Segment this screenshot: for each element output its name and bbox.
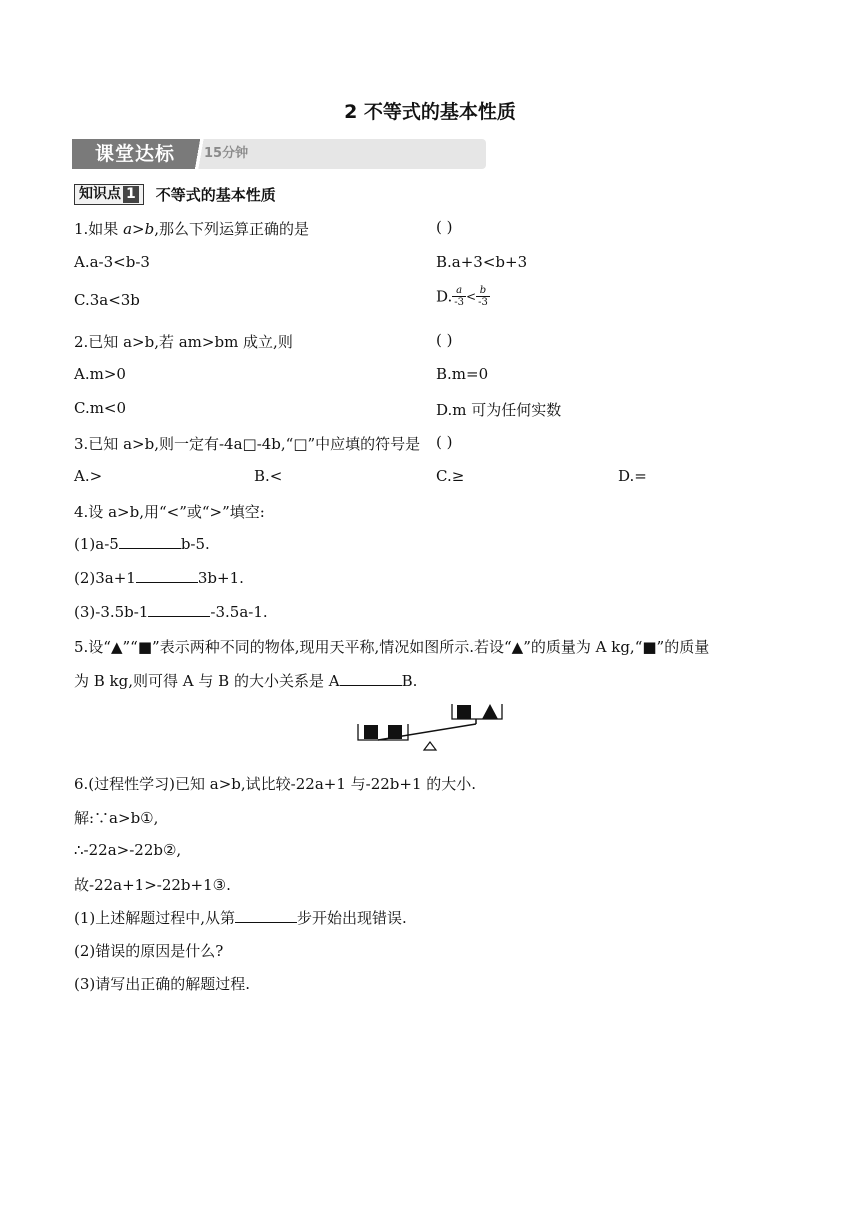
q4-part-1-blank[interactable] (119, 536, 181, 549)
q6-part-3: (3)请写出正确的解题过程. (74, 975, 251, 993)
triangle-object-icon (482, 704, 498, 719)
q3-stem: 3.已知 a>b,则一定有-4a□-4b,“□”中应填的符号是 (74, 435, 421, 453)
q4-part-2: (2)3a+1 3b+1. (74, 569, 244, 587)
q3-option-a: A.> (74, 467, 103, 485)
q2-option-b: B.m=0 (436, 365, 489, 383)
q1-option-d-fraction-left: $\frac{a}{-3}$ (454, 285, 465, 308)
q2-option-d: D.m 可为任何实数 (436, 401, 562, 419)
knowledge-point-badge (74, 184, 144, 205)
square-object-icon (457, 705, 471, 719)
page-title: 2 不等式的基本性质 (344, 101, 516, 123)
q3-option-b: B.< (254, 467, 283, 485)
q1-option-b: B.a+3<b+3 (436, 253, 528, 271)
balance-fulcrum-icon (424, 742, 436, 750)
q3-option-d: D.= (618, 467, 647, 485)
q5-stem-line2: 为 B kg,则可得 A 与 B 的大小关系是 A B. (74, 672, 418, 690)
knowledge-point-header (74, 184, 276, 206)
q3-option-c: C.≥ (436, 467, 465, 485)
q1-answer-paren: ( ) (436, 218, 453, 236)
q4-part-3-blank[interactable] (148, 604, 210, 617)
q4-stem: 4.设 a>b,用“<”或“>”填空: (74, 503, 265, 521)
q2-option-c: C.m<0 (74, 399, 127, 417)
banner-time: 15分钟 (204, 146, 249, 161)
q4-part-3: (3)-3.5b-1 -3.5a-1. (74, 603, 268, 621)
q5-blank[interactable] (340, 673, 402, 686)
q2-stem: 2.已知 a>b,若 am>bm 成立,则 (74, 333, 293, 351)
q4-part-2-blank[interactable] (136, 570, 198, 583)
square-object-icon (364, 725, 378, 739)
q1-option-d-fraction-right: $\frac{b}{-3}$ (478, 285, 488, 308)
q3-answer-paren: ( ) (436, 433, 453, 451)
q6-part-1-blank[interactable] (235, 910, 297, 923)
q1-option-a: A.a-3<b-3 (74, 253, 150, 271)
q6-part-1: (1)上述解题过程中,从第 步开始出现错误. (74, 909, 407, 927)
section-banner (72, 139, 486, 169)
q1-option-d: D. $\frac{a}{-3}$ < $\frac{b}{-3}$ (436, 285, 488, 308)
q2-answer-paren: ( ) (436, 331, 453, 349)
knowledge-point-label: 知识点 (79, 186, 121, 202)
knowledge-point-title: 不等式的基本性质 (155, 186, 276, 204)
q4-part-1: (1)a-5 b-5. (74, 535, 210, 553)
q6-part-2: (2)错误的原因是什么? (74, 942, 224, 960)
banner-label: 课堂达标 (72, 139, 198, 169)
q6-stem: 6.(过程性学习)已知 a>b,试比较-22a+1 与-22b+1 的大小. (74, 775, 477, 793)
square-object-icon (388, 725, 402, 739)
balance-scale-figure (356, 698, 506, 754)
q6-step-1: 解:∵a>b①, (74, 809, 159, 827)
q2-option-a: A.m>0 (74, 365, 126, 383)
q6-step-3: 故-22a+1>-22b+1③. (74, 876, 231, 894)
q5-stem-line1: 5.设“▲”“■”表示两种不同的物体,现用天平称,情况如图所示.若设“▲”的质量为 A kg,“■”的质量 (74, 638, 710, 656)
q1-stem: 1.如果 a>b,那么下列运算正确的是 (74, 220, 310, 238)
knowledge-point-number: 1 (123, 186, 139, 203)
q6-step-2: ∴-22a>-22b②, (74, 841, 182, 859)
q1-option-c: C.3a<3b (74, 291, 140, 309)
